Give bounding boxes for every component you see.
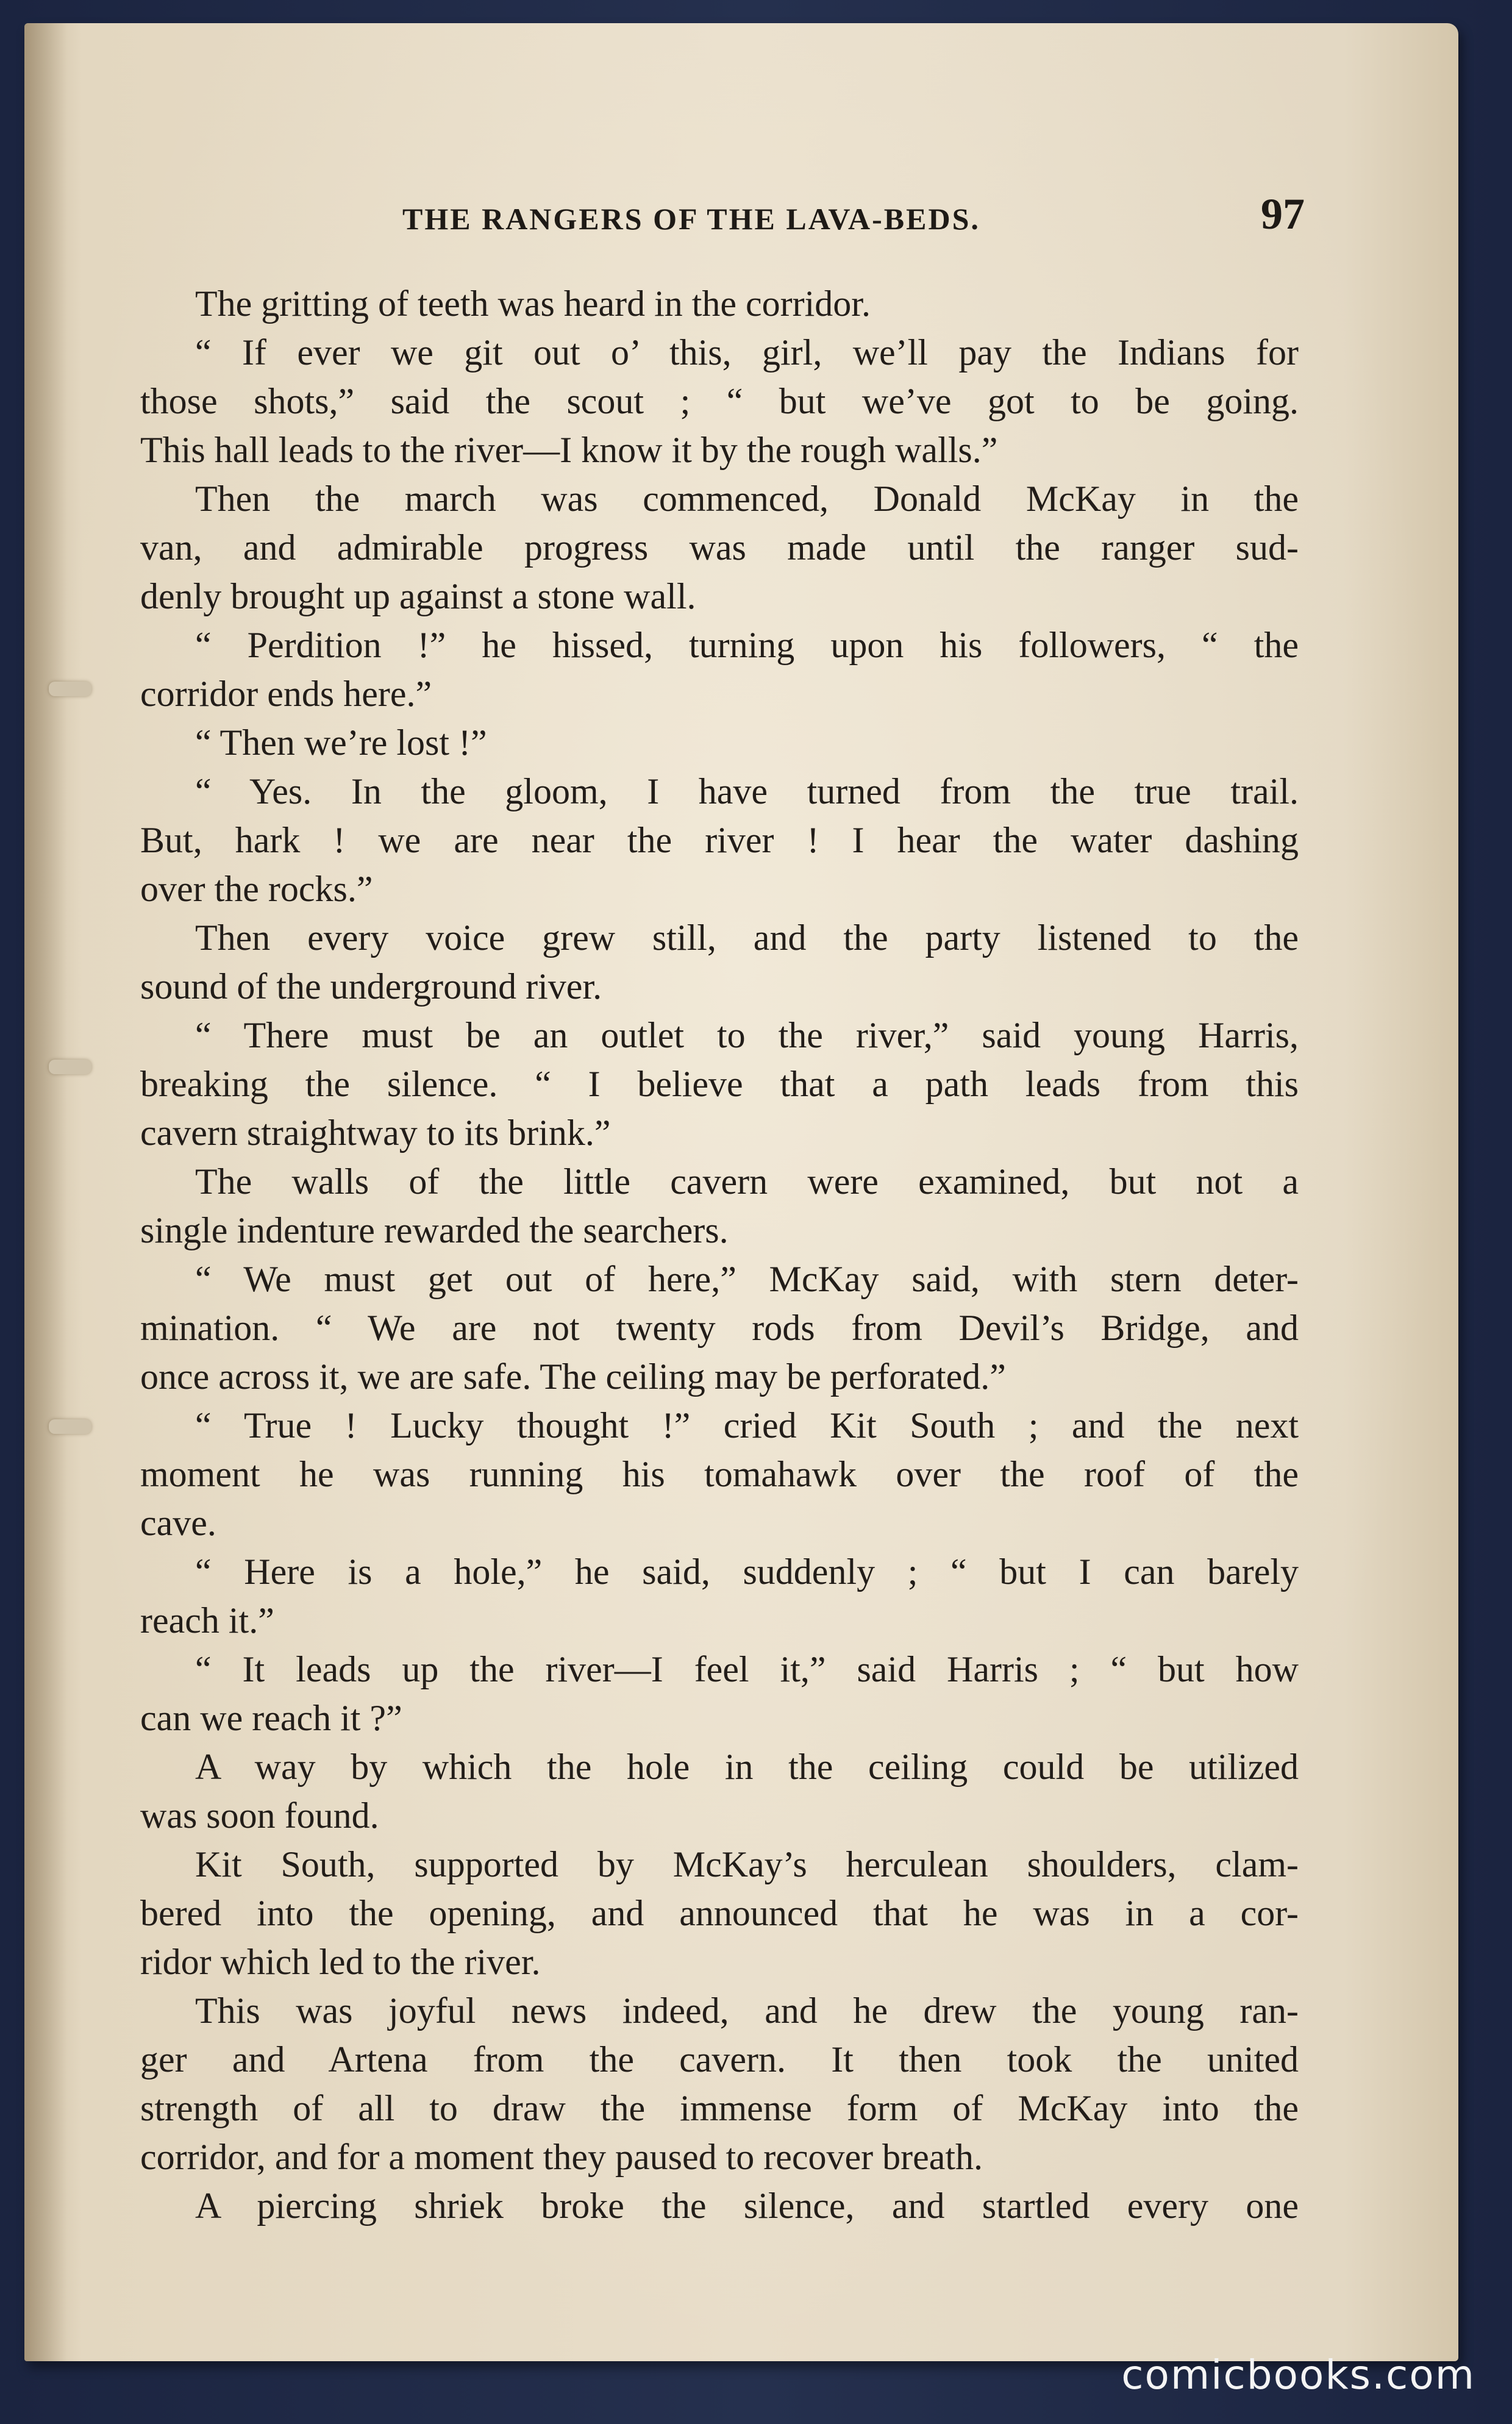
body-text [140, 279, 1299, 2230]
text-line: single indenture rewarded the searchers. [140, 1210, 729, 1250]
text-line: reach it.” [140, 1600, 274, 1641]
text-line: mination. “ We are not twenty rods from Devil’s Bridge, and [140, 1308, 1299, 1348]
text-line: cavern straightway to its brink.” [140, 1113, 611, 1153]
text-line: corridor ends here.” [140, 674, 432, 714]
text-line: over the rocks.” [140, 869, 373, 909]
text-line: The walls of the little cavern were examined, but not a [195, 1161, 1299, 1202]
text-line: A way by which the hole in the ceiling could be utilized [195, 1747, 1299, 1787]
text-line: This hall leads to the river—I know it by the rough walls.” [140, 430, 998, 470]
text-line: van, and admirable progress was made until the ranger sud- [140, 527, 1299, 568]
text-line: “ Here is a hole,” he said, suddenly ; “ but I can barely [195, 1552, 1299, 1592]
text-line: once across it, we are safe. The ceiling may be perforated.” [140, 1356, 1006, 1397]
text-line: moment he was running his tomahawk over the roof of the [140, 1454, 1299, 1494]
text-line: Then every voice grew still, and the party listened to the [195, 918, 1299, 958]
text-line: can we reach it ?” [140, 1698, 402, 1738]
text-line: A piercing shriek broke the silence, and startled every one [195, 2186, 1299, 2226]
text-line: The gritting of teeth was heard in the corridor. [195, 283, 871, 324]
text-line: But, hark ! we are near the river ! I hear the water dashing [140, 820, 1299, 860]
text-line: “ Then we’re lost !” [195, 722, 487, 763]
text-line: sound of the underground river. [140, 966, 602, 1007]
text-line: Then the march was commenced, Donald McKay in the [195, 479, 1299, 519]
text-line: Kit South, supported by McKay’s herculean shoulders, clam- [195, 1844, 1299, 1884]
text-line: “ Yes. In the gloom, I have turned from the true trail. [195, 771, 1299, 811]
page-header [134, 189, 1305, 244]
text-line: breaking the silence. “ I believe that a path leads from this [140, 1064, 1299, 1104]
text-line: “ We must get out of here,” McKay said, with stern deter- [195, 1259, 1299, 1299]
text-line: “ Perdition !” he hissed, turning upon his followers, “ the [195, 625, 1299, 665]
text-line: “ True ! Lucky thought !” cried Kit South ; and the next [195, 1405, 1299, 1445]
book-page [24, 23, 1458, 2361]
text-line: ger and Artena from the cavern. It then took the united [140, 2039, 1299, 2080]
spine-shadow [24, 23, 67, 2361]
running-head: THE RANGERS OF THE LAVA-BEDS. [402, 202, 980, 236]
text-line: “ If ever we git out o’ this, girl, we’ll pay the Indians for [195, 332, 1299, 373]
text-line: “ There must be an outlet to the river,” said young Harris, [195, 1015, 1299, 1055]
text-line: bered into the opening, and announced that he was in a cor- [140, 1893, 1299, 1933]
watermark: comicbooks.com [1121, 2351, 1475, 2398]
binding-stitch [49, 1419, 91, 1434]
text-line: strength of all to draw the immense form of McKay into the [140, 2088, 1299, 2128]
text-line: denly brought up against a stone wall. [140, 576, 696, 616]
text-line: This was joyful news indeed, and he drew the young ran- [195, 1991, 1299, 2031]
text-line: was soon found. [140, 1795, 379, 1836]
text-line: cave. [140, 1503, 216, 1543]
text-line: those shots,” said the scout ; “ but we’ve got to be going. [140, 381, 1299, 421]
page-number: 97 [1261, 190, 1305, 238]
text-line: ridor which led to the river. [140, 1942, 541, 1982]
binding-stitch [49, 1060, 91, 1074]
binding-stitch [49, 682, 91, 696]
text-line: “ It leads up the river—I feel it,” said Harris ; “ but how [195, 1649, 1299, 1689]
text-line: corridor, and for a moment they paused to recover breath. [140, 2137, 983, 2177]
